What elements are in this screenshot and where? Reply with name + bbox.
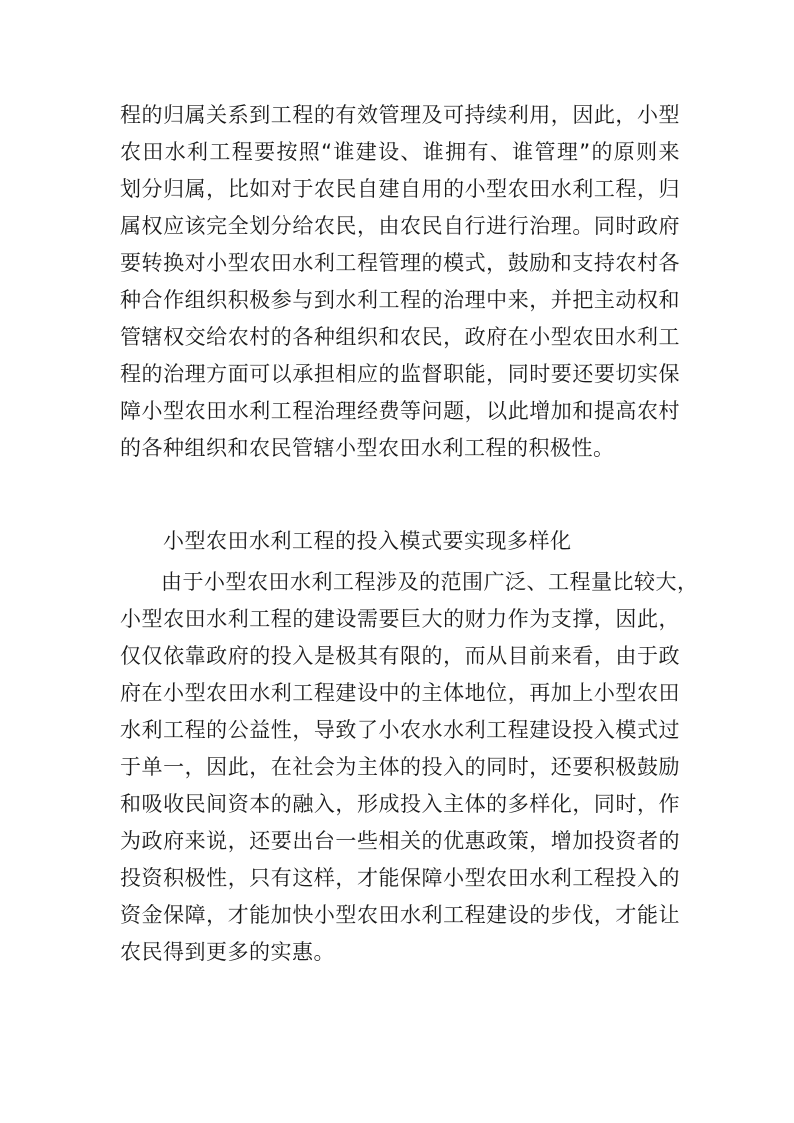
paragraph-line: 府在小型农田水利工程建设中的主体地位，再加上小型农田 [120,681,680,705]
paragraph-1 [120,97,680,467]
paragraph-line: 程的治理方面可以承担相应的监督职能，同时要还要切实保 [120,362,680,386]
paragraph-line: 农民得到更多的实惠。 [120,940,335,964]
paragraph-line: 由于小型农田水利工程涉及的范围广泛、工程量比较大， [161,570,699,594]
paragraph-line: 划分归属，比如对于农民自建自用的小型农田水利工程，归 [120,177,680,201]
paragraph-line: 程的归属关系到工程的有效管理及可持续利用，因此，小型 [120,103,680,127]
paragraph-line: 种合作组织积极参与到水利工程的治理中来，并把主动权和 [120,288,680,312]
paragraph-line: 农田水利工程要按照“谁建设、谁拥有、谁管理”的原则来 [120,140,680,164]
paragraph-line: 要转换对小型农田水利工程管理的模式，鼓励和支持农村各 [120,251,680,275]
paragraph-line: 小型农田水利工程的建设需要巨大的财力作为支撑，因此， [120,607,680,631]
section-heading: 小型农田水利工程的投入模式要实现多样化 [163,529,572,553]
paragraph-line: 水利工程的公益性，导致了小农水水利工程建设投入模式过 [120,718,680,742]
paragraph-line: 和吸收民间资本的融入，形成投入主体的多样化，同时，作 [120,792,680,816]
paragraph-line: 属权应该完全划分给农民，由农民自行进行治理。同时政府 [120,214,680,238]
paragraph-line: 管辖权交给农村的各种组织和农民，政府在小型农田水利工 [120,325,680,349]
paragraph-line: 障小型农田水利工程治理经费等问题，以此增加和提高农村 [120,399,680,423]
paragraph-line: 为政府来说，还要出台一些相关的优惠政策，增加投资者的 [120,829,680,853]
paragraph-line: 于单一，因此，在社会为主体的投入的同时，还要积极鼓励 [120,755,680,779]
paragraph-line: 的各种组织和农民管辖小型农田水利工程的积极性。 [120,436,615,460]
paragraph-2 [120,564,699,971]
paragraph-line: 仅仅依靠政府的投入是极其有限的，而从目前来看，由于政 [120,644,680,668]
paragraph-line: 投资积极性，只有这样，才能保障小型农田水利工程投入的 [120,866,680,890]
paragraph-line: 资金保障，才能加快小型农田水利工程建设的步伐，才能让 [120,903,680,927]
